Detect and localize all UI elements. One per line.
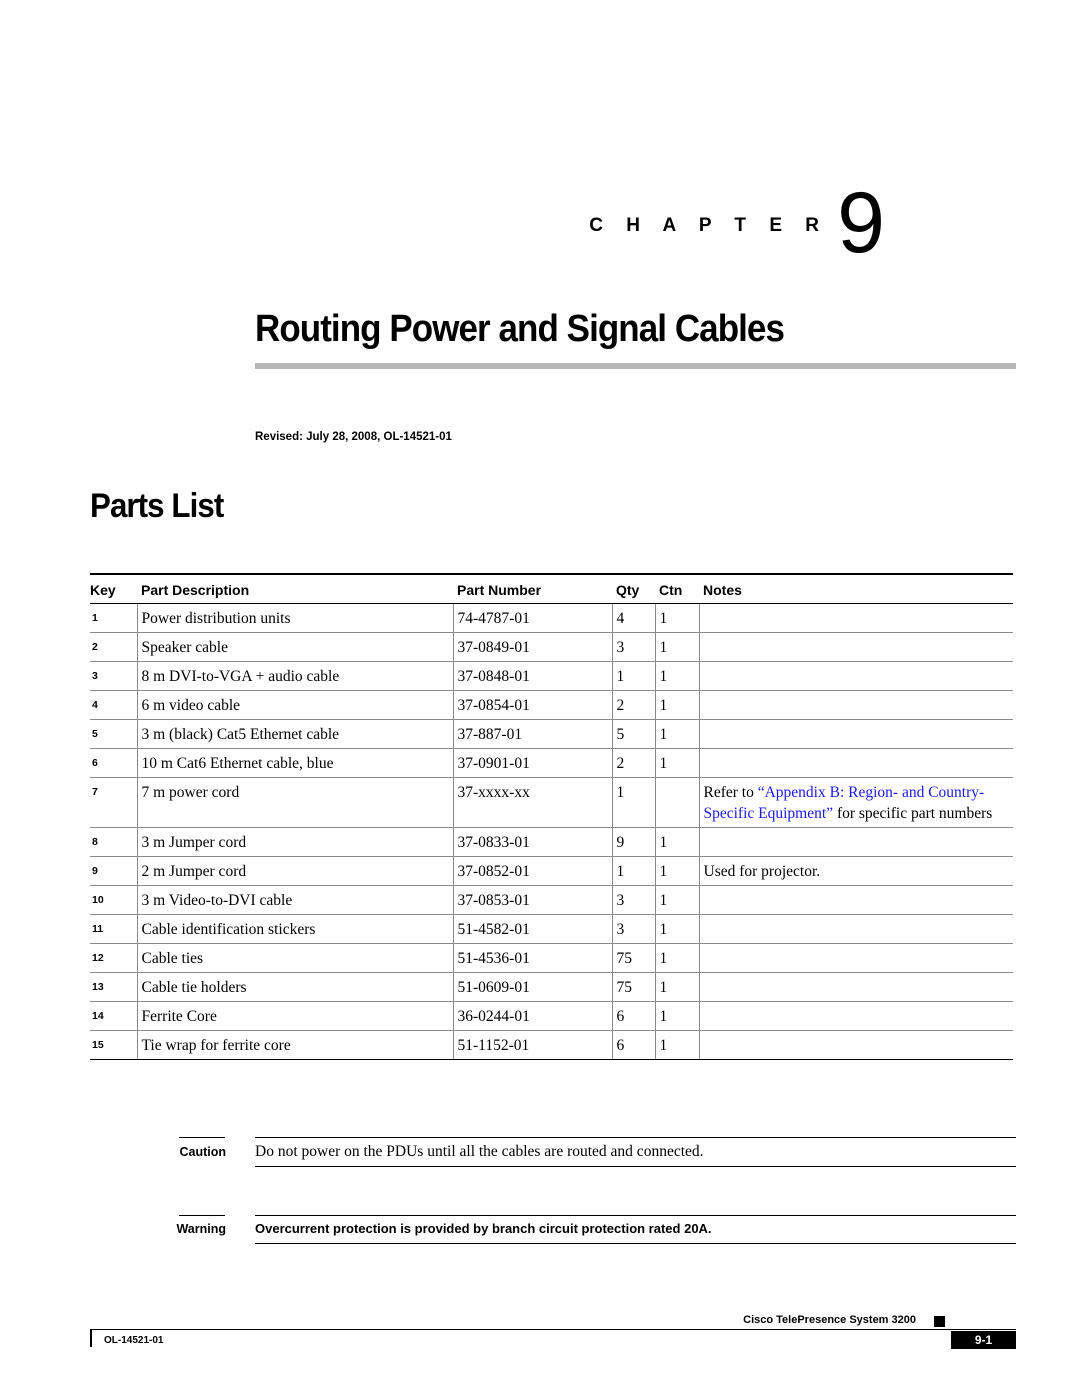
row-ctn: 1 xyxy=(655,720,699,749)
row-part-number: 37-0833-01 xyxy=(453,828,612,857)
row-key: 15 xyxy=(90,1031,137,1060)
row-part-number: 37-0853-01 xyxy=(453,886,612,915)
row-ctn: 1 xyxy=(655,915,699,944)
row-part-number: 51-4536-01 xyxy=(453,944,612,973)
table-row xyxy=(90,828,1013,857)
row-qty: 3 xyxy=(612,915,655,944)
header-part-number: Part Number xyxy=(453,574,612,604)
table-row xyxy=(90,1031,1013,1060)
row-part-number: 51-0609-01 xyxy=(453,973,612,1002)
row-notes xyxy=(699,749,1013,778)
caution-label: Caution xyxy=(179,1145,226,1159)
table-row xyxy=(90,662,1013,691)
warning-label-rule xyxy=(179,1215,225,1216)
row-part-number: 37-0901-01 xyxy=(453,749,612,778)
row-notes xyxy=(699,973,1013,1002)
row-notes xyxy=(699,1002,1013,1031)
chapter-title: Routing Power and Signal Cables xyxy=(255,308,784,350)
row-qty: 3 xyxy=(612,633,655,662)
row-ctn: 1 xyxy=(655,857,699,886)
row-ctn: 1 xyxy=(655,633,699,662)
row-ctn: 1 xyxy=(655,662,699,691)
row-part-number: 37-887-01 xyxy=(453,720,612,749)
chapter-label: C H A P T E R xyxy=(589,215,828,236)
row-key: 2 xyxy=(90,633,137,662)
footer-product-name: Cisco TelePresence System 3200 xyxy=(743,1314,916,1326)
row-notes xyxy=(699,662,1013,691)
row-key: 8 xyxy=(90,828,137,857)
header-key: Key xyxy=(90,574,137,604)
caution-top-rule xyxy=(255,1137,1016,1138)
row-key: 14 xyxy=(90,1002,137,1031)
caution-label-rule xyxy=(179,1137,225,1138)
row-key: 3 xyxy=(90,662,137,691)
table-row xyxy=(90,944,1013,973)
row-qty: 1 xyxy=(612,857,655,886)
row-notes xyxy=(699,1031,1013,1060)
row-part-number: 37-0849-01 xyxy=(453,633,612,662)
row-ctn: 1 xyxy=(655,604,699,633)
row-notes: Used for projector. xyxy=(699,857,1013,886)
row-qty: 9 xyxy=(612,828,655,857)
row-part-number: 37-0854-01 xyxy=(453,691,612,720)
row-ctn: 1 xyxy=(655,1031,699,1060)
row-ctn: 1 xyxy=(655,973,699,1002)
table-row xyxy=(90,857,1013,886)
caution-bottom-rule xyxy=(255,1166,1016,1167)
table-row xyxy=(90,886,1013,915)
warning-top-rule xyxy=(255,1215,1016,1216)
row-part-number: 37-0848-01 xyxy=(453,662,612,691)
row-qty: 75 xyxy=(612,973,655,1002)
row-qty: 1 xyxy=(612,662,655,691)
row-qty: 75 xyxy=(612,944,655,973)
row-qty: 1 xyxy=(612,778,655,828)
row-description: Cable tie holders xyxy=(137,973,453,1002)
row-key: 11 xyxy=(90,915,137,944)
row-ctn: 1 xyxy=(655,828,699,857)
row-description: Tie wrap for ferrite core xyxy=(137,1031,453,1060)
row-qty: 2 xyxy=(612,749,655,778)
table-row xyxy=(90,973,1013,1002)
row-part-number: 37-0852-01 xyxy=(453,857,612,886)
row-notes xyxy=(699,944,1013,973)
row-description: Ferrite Core xyxy=(137,1002,453,1031)
footer-marker xyxy=(934,1316,945,1327)
row-description: Cable identification stickers xyxy=(137,915,453,944)
row-key: 10 xyxy=(90,886,137,915)
row-description: 2 m Jumper cord xyxy=(137,857,453,886)
row-key: 5 xyxy=(90,720,137,749)
footer-rule xyxy=(90,1329,1016,1330)
parts-table xyxy=(90,573,1013,1060)
row-part-number: 51-4582-01 xyxy=(453,915,612,944)
row-notes xyxy=(699,720,1013,749)
row-qty: 6 xyxy=(612,1031,655,1060)
row-description: Cable ties xyxy=(137,944,453,973)
row-key: 6 xyxy=(90,749,137,778)
row-ctn: 1 xyxy=(655,886,699,915)
row-key: 9 xyxy=(90,857,137,886)
row-key: 12 xyxy=(90,944,137,973)
title-rule xyxy=(255,363,1016,369)
row-qty: 6 xyxy=(612,1002,655,1031)
row-key: 4 xyxy=(90,691,137,720)
warning-text: Overcurrent protection is provided by branch circuit protection rated 20A. xyxy=(255,1221,712,1236)
row-part-number: 36-0244-01 xyxy=(453,1002,612,1031)
row-key: 13 xyxy=(90,973,137,1002)
footer-doc-number: OL-14521-01 xyxy=(104,1335,164,1346)
row-notes xyxy=(699,778,1013,828)
appendix-b-link[interactable]: “Appendix B: Region- and Country-Specific Equipment” xyxy=(703,784,985,822)
row-description: 7 m power cord xyxy=(137,778,453,828)
table-row xyxy=(90,1002,1013,1031)
table-row xyxy=(90,633,1013,662)
row-part-number: 37-xxxx-xx xyxy=(453,778,612,828)
row-part-number: 51-1152-01 xyxy=(453,1031,612,1060)
warning-bottom-rule xyxy=(255,1243,1016,1244)
revised-line: Revised: July 28, 2008, OL-14521-01 xyxy=(255,431,452,443)
row-key: 7 xyxy=(90,778,137,828)
row-qty: 3 xyxy=(612,886,655,915)
row-description: Power distribution units xyxy=(137,604,453,633)
row-notes xyxy=(699,915,1013,944)
row-notes xyxy=(699,691,1013,720)
row-description: 3 m Video-to-DVI cable xyxy=(137,886,453,915)
row-qty: 4 xyxy=(612,604,655,633)
row-ctn: 1 xyxy=(655,1002,699,1031)
section-heading: Parts List xyxy=(90,487,224,525)
table-row xyxy=(90,915,1013,944)
table-header-row xyxy=(90,574,1013,604)
row-description: 10 m Cat6 Ethernet cable, blue xyxy=(137,749,453,778)
warning-label: Warning xyxy=(176,1222,226,1236)
row-key: 1 xyxy=(90,604,137,633)
row-ctn: 1 xyxy=(655,749,699,778)
row-notes xyxy=(699,828,1013,857)
row-description: 3 m Jumper cord xyxy=(137,828,453,857)
row-description: 3 m (black) Cat5 Ethernet cable xyxy=(137,720,453,749)
caution-text: Do not power on the PDUs until all the cables are routed and connected. xyxy=(255,1143,704,1160)
row-description: Speaker cable xyxy=(137,633,453,662)
row-qty: 2 xyxy=(612,691,655,720)
row-description: 6 m video cable xyxy=(137,691,453,720)
row-ctn xyxy=(655,778,699,828)
footer-left-bar xyxy=(90,1329,92,1347)
table-row xyxy=(90,778,1013,828)
chapter-number: 9 xyxy=(837,175,885,271)
table-row xyxy=(90,749,1013,778)
table-row xyxy=(90,604,1013,633)
row-description: 8 m DVI-to-VGA + audio cable xyxy=(137,662,453,691)
row-ctn: 1 xyxy=(655,691,699,720)
footer-page-number: 9-1 xyxy=(951,1331,1016,1349)
header-description: Part Description xyxy=(137,574,453,604)
row-notes xyxy=(699,604,1013,633)
row-qty: 5 xyxy=(612,720,655,749)
note-suffix: for specific part numbers xyxy=(833,805,993,822)
table-row xyxy=(90,720,1013,749)
table-row xyxy=(90,691,1013,720)
row-part-number: 74-4787-01 xyxy=(453,604,612,633)
note-prefix: Refer to xyxy=(703,784,758,801)
header-notes: Notes xyxy=(699,574,1013,604)
row-ctn: 1 xyxy=(655,944,699,973)
row-notes xyxy=(699,886,1013,915)
header-qty: Qty xyxy=(612,574,655,604)
header-ctn: Ctn xyxy=(655,574,699,604)
row-notes xyxy=(699,633,1013,662)
